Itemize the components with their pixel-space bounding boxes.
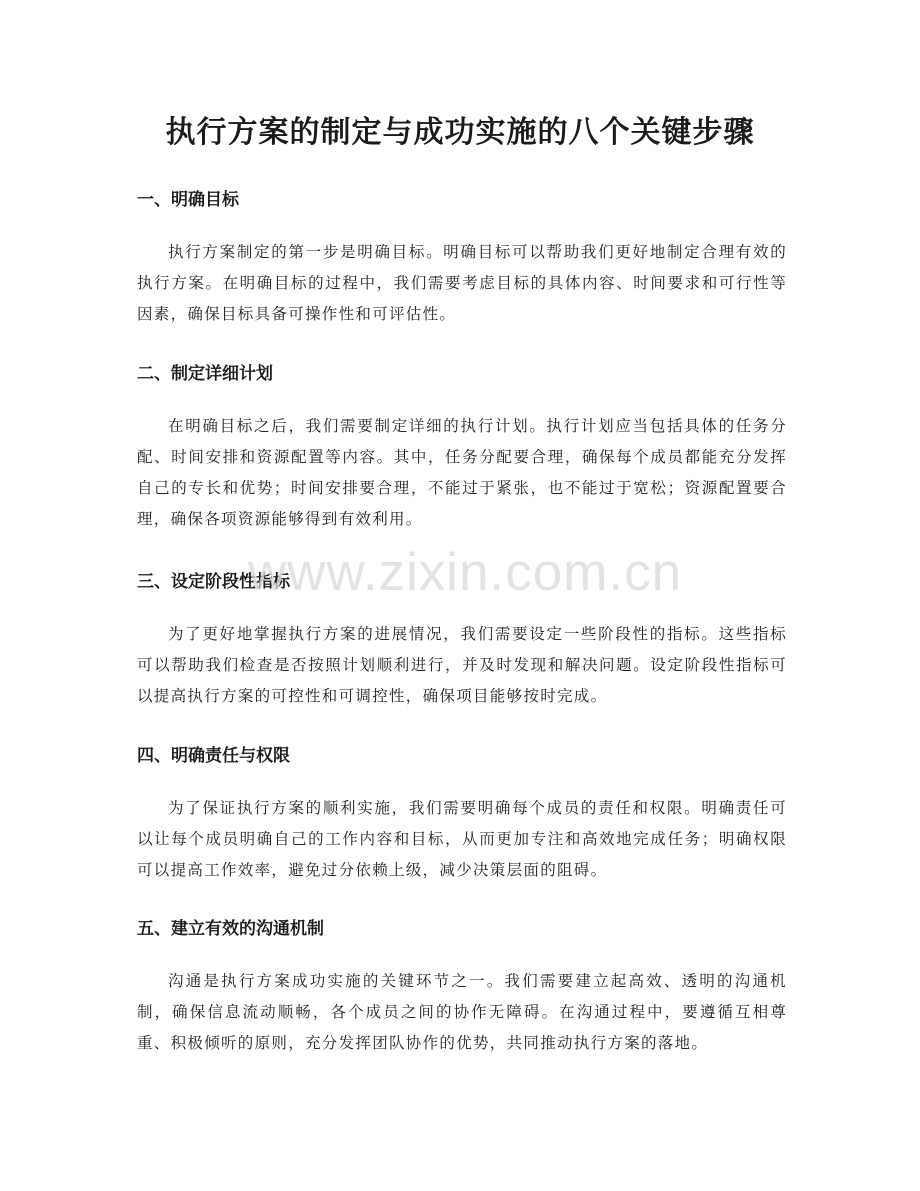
section-heading: 一、明确目标 (137, 190, 239, 210)
section-paragraph: 为了保证执行方案的顺利实施，我们需要明确每个成员的责任和权限。明确责任可以让每个成员明确自己的工作内容和目标，从而更加专注和高效地完成任务；明确权限可以提高工作效率，避免过分依赖上级，减少决策层面的阻碍。 (137, 799, 787, 879)
section-heading: 三、设定阶段性指标 (137, 572, 290, 592)
section-paragraph: 为了更好地掌握执行方案的进展情况，我们需要设定一些阶段性的指标。这些指标可以帮助我们检查是否按照计划顺利进行，并及时发现和解决问题。设定阶段性指标可以提高执行方案的可控性和可调控性，确保项目能够按时完成。 (137, 625, 787, 705)
section-responsibility-authority (137, 742, 787, 886)
section-communication (137, 915, 787, 1059)
section-heading: 二、制定详细计划 (137, 364, 273, 384)
watermark: www.zixin.com.cn (247, 543, 683, 602)
section-heading: 四、明确责任与权限 (137, 746, 290, 766)
section-paragraph: 沟通是执行方案成功实施的关键环节之一。我们需要建立起高效、透明的沟通机制，确保信息流动顺畅，各个成员之间的协作无障碍。在沟通过程中，要遵循互相尊重、积极倾听的原则，充分发挥团队协作的优势，共同推动执行方案的落地。 (137, 972, 787, 1052)
section-heading: 五、建立有效的沟通机制 (137, 919, 324, 939)
document-title: 执行方案的制定与成功实施的八个关键步骤 (165, 115, 755, 150)
section-paragraph: 在明确目标之后，我们需要制定详细的执行计划。执行计划应当包括具体的任务分配、时间安排和资源配置等内容。其中，任务分配要合理，确保每个成员都能充分发挥自己的专长和优势；时间安排要合理，不能过于紧张，也不能过于宽松；资源配置要合理，确保各项资源能够得到有效利用。 (137, 417, 787, 528)
section-detailed-plan (137, 360, 787, 535)
section-clear-goals (137, 186, 787, 330)
section-stage-indicators (137, 568, 787, 712)
section-paragraph: 执行方案制定的第一步是明确目标。明确目标可以帮助我们更好地制定合理有效的执行方案。在明确目标的过程中，我们需要考虑目标的具体内容、时间要求和可行性等因素，确保目标具备可操作性和可评估性。 (137, 243, 787, 323)
